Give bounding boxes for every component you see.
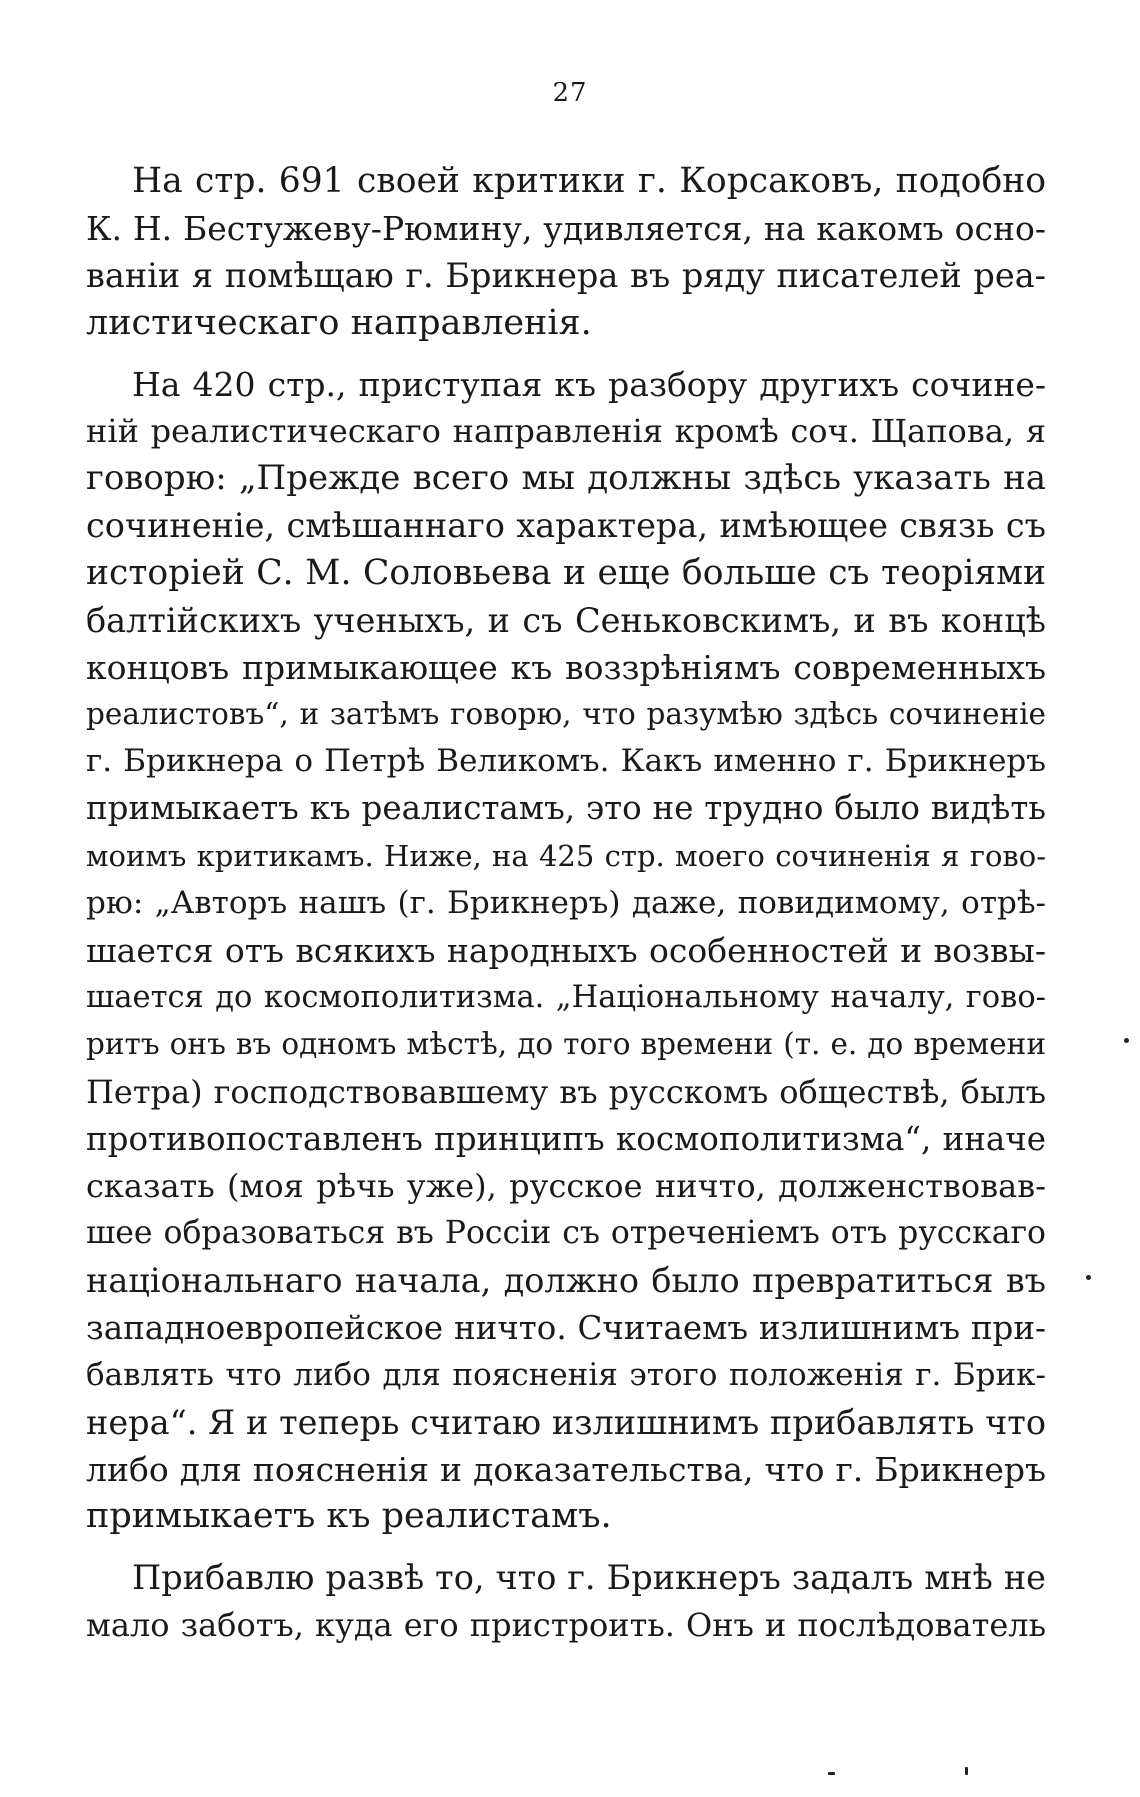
text-line: шается отъ всякихъ народныхъ особенностей и возвы- (86, 931, 1046, 970)
text-line: шается до космополитизма. „Національному началу, гово- (86, 980, 1046, 1016)
text-line: балтійскихъ ученыхъ, и съ Сеньковскимъ, и въ концѣ (86, 600, 1046, 640)
text-line: К. Н. Бестужеву-Рюмину, удивляется, на какомъ осно- (86, 209, 1046, 249)
paragraph-gap (86, 347, 1046, 361)
text-line: примыкаетъ къ реалистамъ. (86, 1496, 612, 1537)
text-line: концовъ примыкающее къ воззрѣніямъ современныхъ (86, 647, 1046, 687)
text-line: либо для поясненія и доказательства, что г. Брикнеръ (86, 1450, 1046, 1490)
text-line: исторіей С. М. Соловьева и еще больше съ теоріями (86, 552, 1046, 593)
text-line: На 420 стр., приступая къ разбору другихъ сочине- (132, 364, 1046, 404)
text-line: сказать (моя рѣчь уже), русское ничто, долженствовав- (86, 1166, 1046, 1205)
paragraph-3 (86, 1554, 1046, 1648)
text-line: листическаго направленія. (86, 302, 592, 343)
text-line: говорю: „Прежде всего мы должны здѣсь указать на (86, 458, 1046, 499)
text-line: западноевропейское ничто. Считаемъ излишнимъ при- (86, 1308, 1046, 1347)
text-line: противопоставленъ принципъ космополитизма“, иначе (86, 1119, 1046, 1158)
text-line: бавлять что либо для поясненія этого положенія г. Брик- (86, 1356, 1046, 1393)
page-number: 27 (552, 78, 588, 108)
text-line: рю: „Авторъ нашъ (г. Брикнеръ) даже, повидимому, отрѣ- (86, 884, 1046, 921)
paragraph-1 (86, 158, 1046, 347)
text-line: ритъ онъ въ одномъ мѣстѣ, до того времени (т. е. до времени (86, 1027, 1046, 1062)
text-line: г. Брикнера о Петрѣ Великомъ. Какъ именно г. Брикнеръ (86, 743, 1046, 780)
text-line: Петра) господствовавшему въ русскомъ обществѣ, былъ (86, 1072, 1046, 1111)
scan-speck (828, 1772, 835, 1775)
text-line: шее образоваться въ Россіи съ отреченіемъ отъ русскаго (86, 1215, 1046, 1252)
body-text (86, 158, 1046, 1649)
text-line: мало заботъ, куда его пристроить. Онъ и послѣдователь (86, 1605, 1046, 1644)
text-line: Прибавлю развѣ то, что г. Брикнеръ задалъ мнѣ не (132, 1558, 1046, 1598)
text-line: реалистовъ“, и затѣмъ говорю, что разумѣю здѣсь сочиненіе (86, 697, 1046, 732)
text-line: На стр. 691 своей критики г. Корсаковъ, подобно (132, 161, 1046, 201)
paragraph-gap (86, 1540, 1046, 1554)
scan-speck (1124, 1038, 1129, 1043)
scan-speck (965, 1767, 968, 1775)
paragraph-2 (86, 361, 1046, 1541)
text-line: сочиненіе, смѣшаннаго характера, имѣющее связь съ (86, 506, 1046, 546)
text-line: ваніи я помѣщаю г. Брикнера въ ряду писателей реа- (86, 256, 1046, 296)
text-line: моимъ критикамъ. Ниже, на 425 стр. моего сочиненія я гово- (86, 838, 1046, 873)
scan-speck (1086, 1275, 1091, 1280)
text-line: ній реалистическаго направленія кромѣ соч. Щапова, я (86, 411, 1046, 450)
text-line: національнаго начала, должно было превратиться въ (86, 1261, 1046, 1301)
text-line: примыкаетъ къ реалистамъ, это не трудно было видѣть (86, 789, 1046, 828)
text-line: нера“. Я и теперь считаю излишнимъ прибавлять что (86, 1402, 1046, 1442)
